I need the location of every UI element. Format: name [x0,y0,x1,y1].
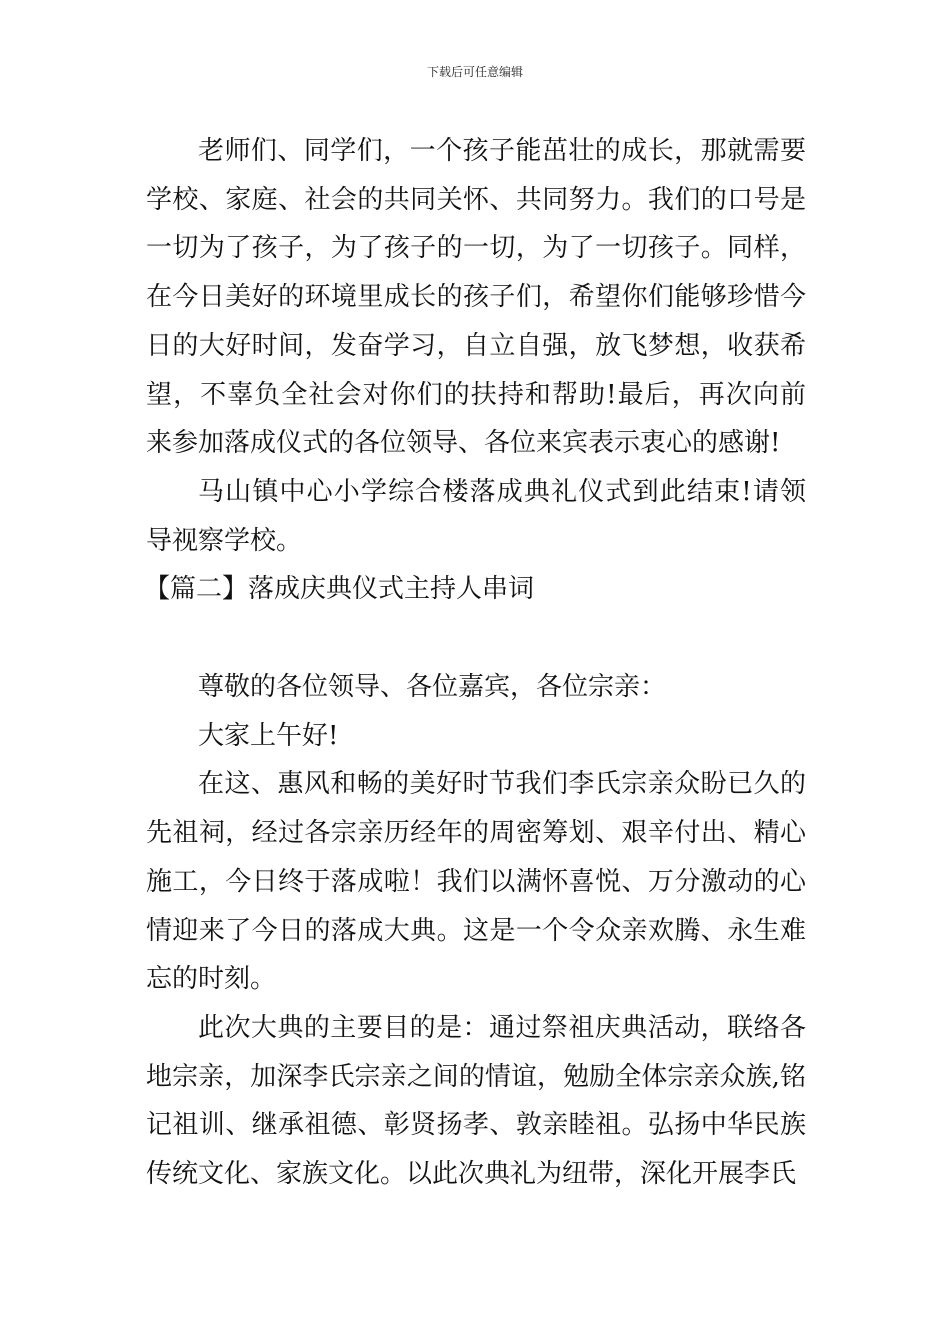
paragraph-closing-remarks: 老师们、同学们，一个孩子能茁壮的成长，那就需要学校、家庭、社会的共同关怀、共同努力。我们的口号是一切为了孩子，为了孩子的一切，为了一切孩子。同样，在今日美好的环境里成长的孩子们，希望你们能够珍惜今日的大好时间，发奋学习，自立自强，放飞梦想，收获希望，不辜负全社会对你们的扶持和帮助!最后，再次向前来参加落成仪式的各位领导、各位来宾表示衷心的感谢! [146,136,806,459]
document-body [146,127,806,1199]
paragraph-ceremony-end: 马山镇中心小学综合楼落成典礼仪式到此结束!请领导视察学校。 [146,476,806,556]
paragraph-greeting: 大家上午好! [198,720,339,751]
page-header-note: 下载后可任意编辑 [426,65,523,79]
paragraph-occasion: 在这、惠风和畅的美好时节我们李氏宗亲众盼已久的先祖祠，经过各宗亲历经年的周密筹划、艰辛付出、精心施工，今日终于落成啦！我们以满怀喜悦、万分激动的心情迎来了今日的落成大典。这是一个令众亲欢腾、永生难忘的时刻。 [146,769,806,995]
paragraph-salutation: 尊敬的各位领导、各位嘉宾，各位宗亲： [198,672,667,703]
paragraph-purpose: 此次大典的主要目的是：通过祭祖庆典活动，联络各地宗亲，加深李氏宗亲之间的情谊，勉励全体宗亲众族,铭记祖训、继承祖德、彰贤扬孝、敦亲睦祖。弘扬中华民族传统文化、家族文化。以此次典礼为纽带，深化开展李氏 [146,1012,806,1190]
blank-line [146,614,806,663]
section-title: 【篇二】落成庆典仪式主持人串词 [144,574,535,605]
